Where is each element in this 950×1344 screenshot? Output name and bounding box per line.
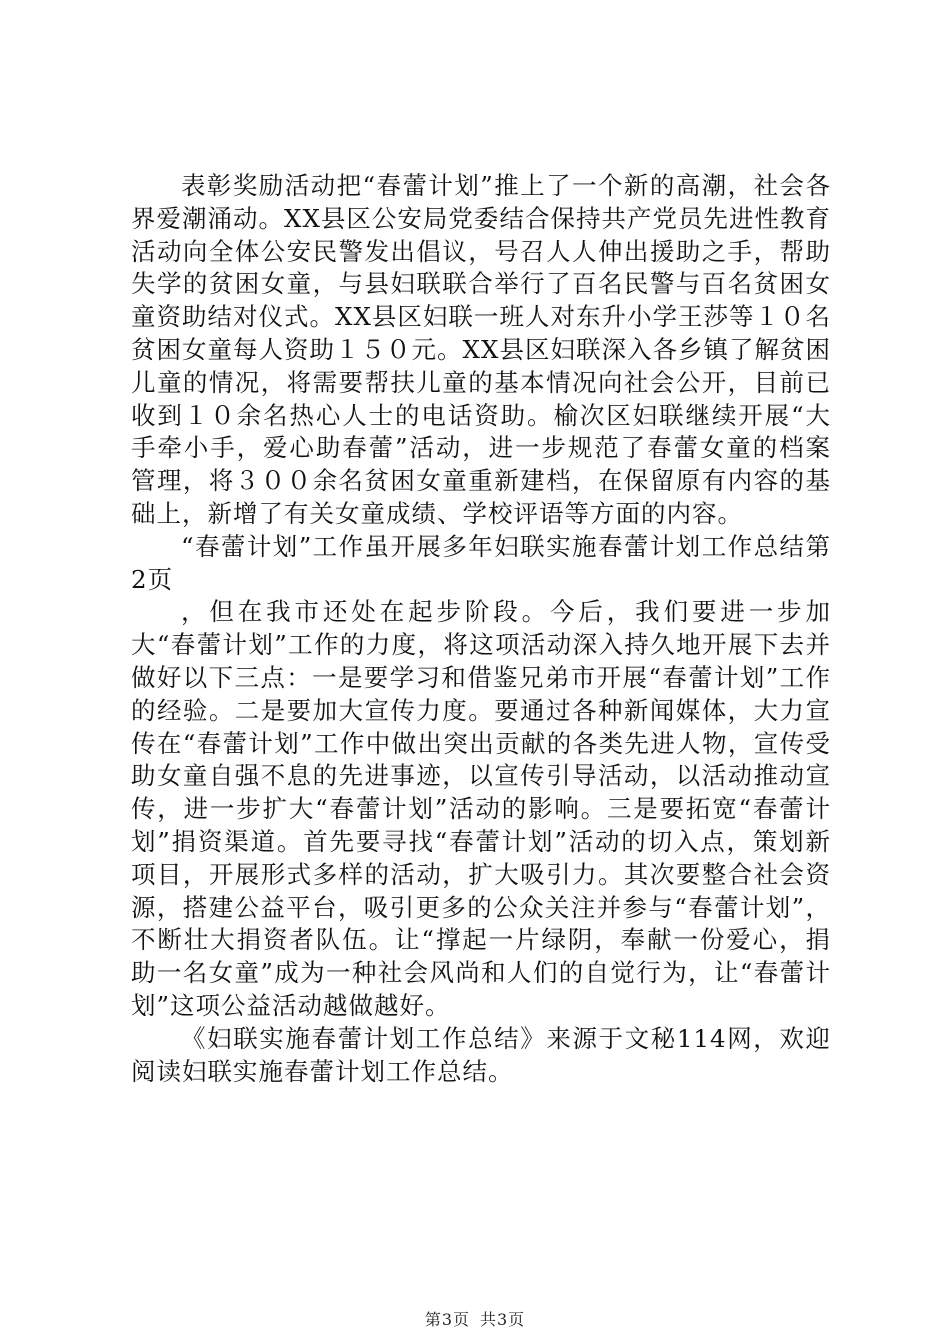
document-body (131, 170, 831, 1088)
page-total: 共3页 (480, 1310, 526, 1329)
paragraph-future-plans: ，但在我市还处在起步阶段。今后，我们要进一步加大“春蕾计划”工作的力度，将这项活动深入持久地开展下去并做好以下三点：一是要学习和借鉴兄弟市开展“春蕾计划”工作的经验。二是要加大宣传力度。要通过各种新闻媒体，大力宣传在“春蕾计划”工作中做出突出贡献的各类先进人物，宣传受助女童自强不息的先进事迹，以宣传引导活动，以活动推动宣传，进一步扩大“春蕾计划”活动的影响。三是要拓宽“春蕾计划”捐资渠道。首先要寻找“春蕾计划”活动的切入点，策划新项目，开展形式多样的活动，扩大吸引力。其次要整合社会资源，搭建公益平台，吸引更多的公众关注并参与“春蕾计划”，不断壮大捐资者队伍。让“撑起一片绿阴，奉献一份爱心，捐助一名女童”成为一种社会风尚和人们的自觉行为，让“春蕾计划”这项公益活动越做越好。 (131, 597, 831, 1020)
page-footer (0, 1307, 950, 1330)
paragraph-source-note: 《妇联实施春蕾计划工作总结》来源于文秘114网，欢迎阅读妇联实施春蕾计划工作总结。 (131, 1023, 831, 1086)
paragraph-award-activities: 表彰奖励活动把“春蕾计划”推上了一个新的高潮，社会各界爱潮涌动。XX县区公安局党委结合保持共产党员先进性教育活动向全体公安民警发出倡议，号召人人伸出援助之手，帮助失学的贫困女童，与县妇联联合举行了百名民警与百名贫困女童资助结对仪式。XX县区妇联一班人对东升小学王莎等１０名贫困女童每人资助１５０元。XX县区妇联深入各乡镇了解贫困儿童的情况，将需要帮扶儿童的基本情况向社会公开，目前已收到１０余名热心人士的电话资助。榆次区妇联继续开展“大手牵小手，爱心助春蕾”活动，进一步规范了春蕾女童的档案管理，将３００余名贫困女童重新建档，在保留原有内容的基础上，新增了有关女童成绩、学校评语等方面的内容。 (131, 171, 831, 528)
page-number: 第3页 (424, 1310, 470, 1329)
paragraph-spring-bud-heading: “春蕾计划”工作虽开展多年妇联实施春蕾计划工作总结第2页 (131, 531, 831, 594)
